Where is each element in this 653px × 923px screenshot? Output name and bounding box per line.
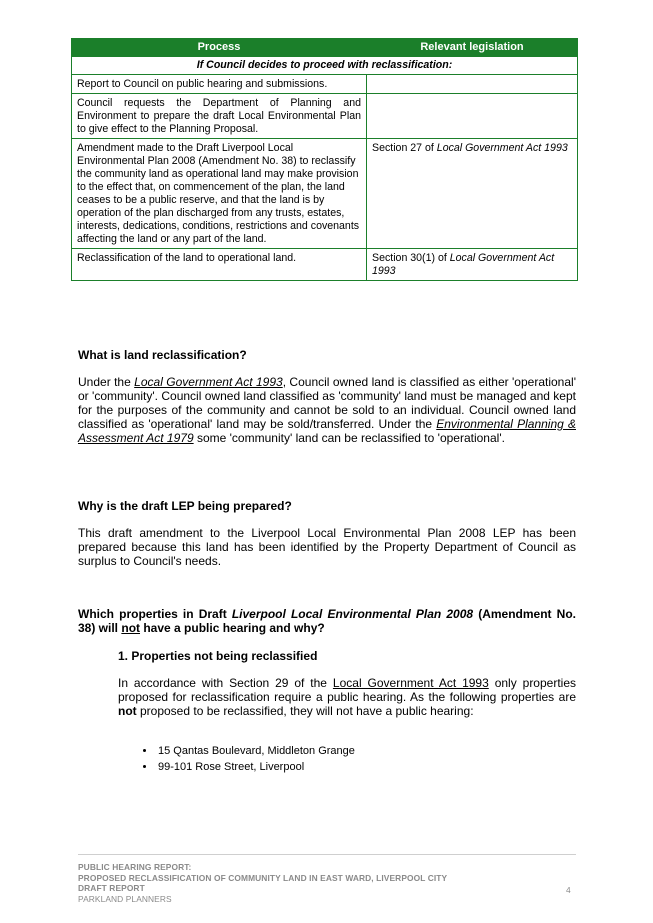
legislation-prefix: Section 27 of [372,142,437,154]
emphasis-not: not [121,621,141,635]
table-row [72,94,578,139]
text-run: (Amendment No. 38) will [78,607,576,635]
section-heading-reclassification: What is land reclassification? [78,348,247,362]
legislation-cell [367,94,578,139]
subheading-not-reclassified: 1. Properties not being reclassified [118,649,318,663]
section-heading-which-properties [78,607,576,635]
footer-line-3: DRAFT REPORT [78,883,145,893]
table-row [72,75,578,94]
act-reference: Local Government Act 1993 [332,676,489,690]
process-cell: Council requests the Department of Planning and Environment to prepare the draft Local Environmental Plan to give effect to the Planning Proposal. [72,94,367,139]
table-row [72,249,578,281]
text-run: proposed to be reclassified, they will not have a public hearing: [136,704,474,718]
header-legislation: Relevant legislation [367,39,578,57]
paragraph-not-reclassified [118,676,576,718]
legislation-prefix: Section 30(1) of [372,252,450,264]
process-cell: Reclassification of the land to operational land. [72,249,367,281]
table-subheader-row [72,57,578,75]
act-reference: Local Government Act 1993 [134,375,283,389]
process-cell: Amendment made to the Draft Liverpool Local Environmental Plan 2008 (Amendment No. 38) to reclassify the community land as operational land may make provision to the effect that, on commencement of the plan, the land ceases to be a public reserve, and that the land is by operation of the plan discharged from any trusts, estates, interests, dedications, conditions, restrictions and covenants affecting the land or any part of the land. [72,139,367,249]
paragraph-why-prepared: This draft amendment to the Liverpool Local Environmental Plan 2008 LEP has been prepared because this land has been identified by the Property Department of Council as surplus to Council's needs. [78,526,576,568]
text-run: , Council owned land is classified as either 'operational' or 'community'. Council owned land classified as 'community' land must be managed and kept for the purposes of the community and cannot be sold to an individual. Council owned land classified as 'operational' land may be sold/transferred. Under the [78,375,576,431]
text-run: some 'community' land can be reclassified to 'operational'. [193,431,505,445]
text-run: Which properties in Draft [78,607,232,621]
text-run: have a public hearing and why? [140,621,325,635]
legislation-cell [367,75,578,94]
list-item: • 15 Qantas Boulevard, Middleton Grange [156,743,355,759]
act-reference: Environmental Planning & Assessment Act 1979 [78,417,576,445]
legislation-act: Local Government Act 1993 [436,142,568,154]
footer-line-2: PROPOSED RECLASSIFICATION OF COMMUNITY LAND IN EAST WARD, LIVERPOOL CITY [78,872,448,883]
table-row [72,139,578,249]
list-item: • 99-101 Rose Street, Liverpool [156,759,355,775]
footer-line-1: PUBLIC HEARING REPORT: [78,862,192,872]
legislation-act: Local Government Act 1993 [372,252,555,277]
plan-name: Liverpool Local Environmental Plan 2008 [231,607,474,621]
text-run: In accordance with Section 29 of the [118,676,333,690]
paragraph-reclassification [78,375,576,445]
text-run: only properties proposed for reclassification require a public hearing. As the following properties are [118,676,577,704]
process-table [71,38,578,281]
page-number: 4 [566,885,571,895]
emphasis-not: not [118,704,137,718]
footer-divider [78,854,576,855]
table-header-row [72,39,578,57]
section-heading-why-prepared: Why is the draft LEP being prepared? [78,499,292,513]
footer-line-4: PARKLAND PLANNERS [78,893,172,904]
table-subheader: If Council decides to proceed with reclassification: [72,57,578,75]
legislation-cell [367,139,578,249]
legislation-cell [367,249,578,281]
text-run: Under the [78,375,135,389]
property-list [118,743,355,775]
process-cell: Report to Council on public hearing and submissions. [72,75,367,94]
header-process: Process [72,39,367,57]
footer-block [78,862,447,904]
